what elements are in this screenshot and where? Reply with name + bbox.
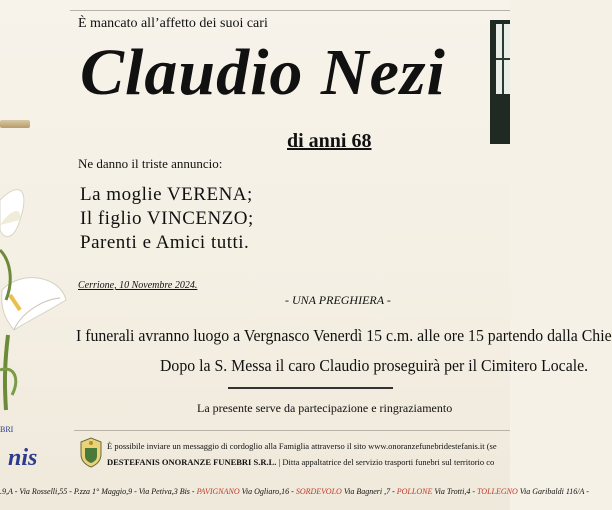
- footer-addresses: [0, 487, 589, 496]
- footer-rule: [74, 430, 510, 431]
- top-rule: [70, 10, 510, 11]
- thanks-text: La presente serve da partecipazione e ringraziamento: [197, 401, 453, 415]
- age-text: di anni 68: [287, 130, 372, 152]
- funeral-info-line: I funerali avranno luogo a Vergnasco Venerdì 15 c.m. alle ore 15 partendo dalla Chie: [76, 326, 612, 345]
- company-service: | Ditta appaltatrice del servizio trasporti funebri sul territorio co: [276, 457, 495, 467]
- address-segment: Via Garibaldi 116/A -: [517, 487, 589, 496]
- address-segment: Via Bagneri ,7 -: [341, 487, 397, 496]
- funeral-info-line: Dopo la S. Messa il caro Claudio proseguirà per il Cimitero Locale.: [160, 356, 589, 375]
- deceased-name: Claudio Nezi: [80, 36, 446, 109]
- town-name: TOLLEGNO: [477, 487, 518, 496]
- footer-condolence-line: È possibile inviare un messaggio di cordoglio alla Famiglia attraverso il sito www.onoranzefunebridestefanis.it (se: [107, 441, 497, 451]
- place-date: Cerrione, 10 Novembre 2024.: [78, 280, 198, 291]
- intro-text: È mancato all’affetto dei suoi cari: [78, 16, 268, 31]
- family-line: Parenti e Amici tutti.: [80, 232, 250, 253]
- company-name: DESTEFANIS ONORANZE FUNEBRI S.R.L.: [107, 457, 277, 467]
- photo-window-bar: [496, 58, 510, 60]
- address-segment: .9,A - Via Rosselli,55 - P.zza 1° Maggio,9 - Via Petiva,3 Bis -: [0, 487, 197, 496]
- calla-lily-flowers: [0, 170, 70, 410]
- family-line: La moglie VERENA;: [80, 184, 253, 205]
- town-name: SORDEVOLO: [295, 487, 342, 496]
- municipal-crest-icon: [78, 436, 104, 468]
- town-name: POLLONE: [396, 487, 433, 496]
- address-segment: Via Ogliaro,16 -: [239, 487, 296, 496]
- brand-logo: nis: [8, 445, 38, 471]
- family-line: Il figlio VINCENZO;: [80, 208, 254, 229]
- address-segment: Via Trotti,4 -: [432, 487, 477, 496]
- prayer-label: - UNA PREGHIERA -: [285, 293, 391, 307]
- footer-company-line: [107, 457, 494, 467]
- town-name: PAVIGNANO: [196, 487, 240, 496]
- divider: [228, 387, 393, 389]
- portrait-photo: [490, 20, 510, 144]
- brand-small-text: BRI: [0, 425, 14, 434]
- cross-arm-decoration: [0, 120, 30, 128]
- lily-stem: [5, 335, 8, 410]
- announcement-lead: Ne danno il triste annuncio:: [78, 156, 223, 171]
- lily-leaf: [0, 369, 16, 395]
